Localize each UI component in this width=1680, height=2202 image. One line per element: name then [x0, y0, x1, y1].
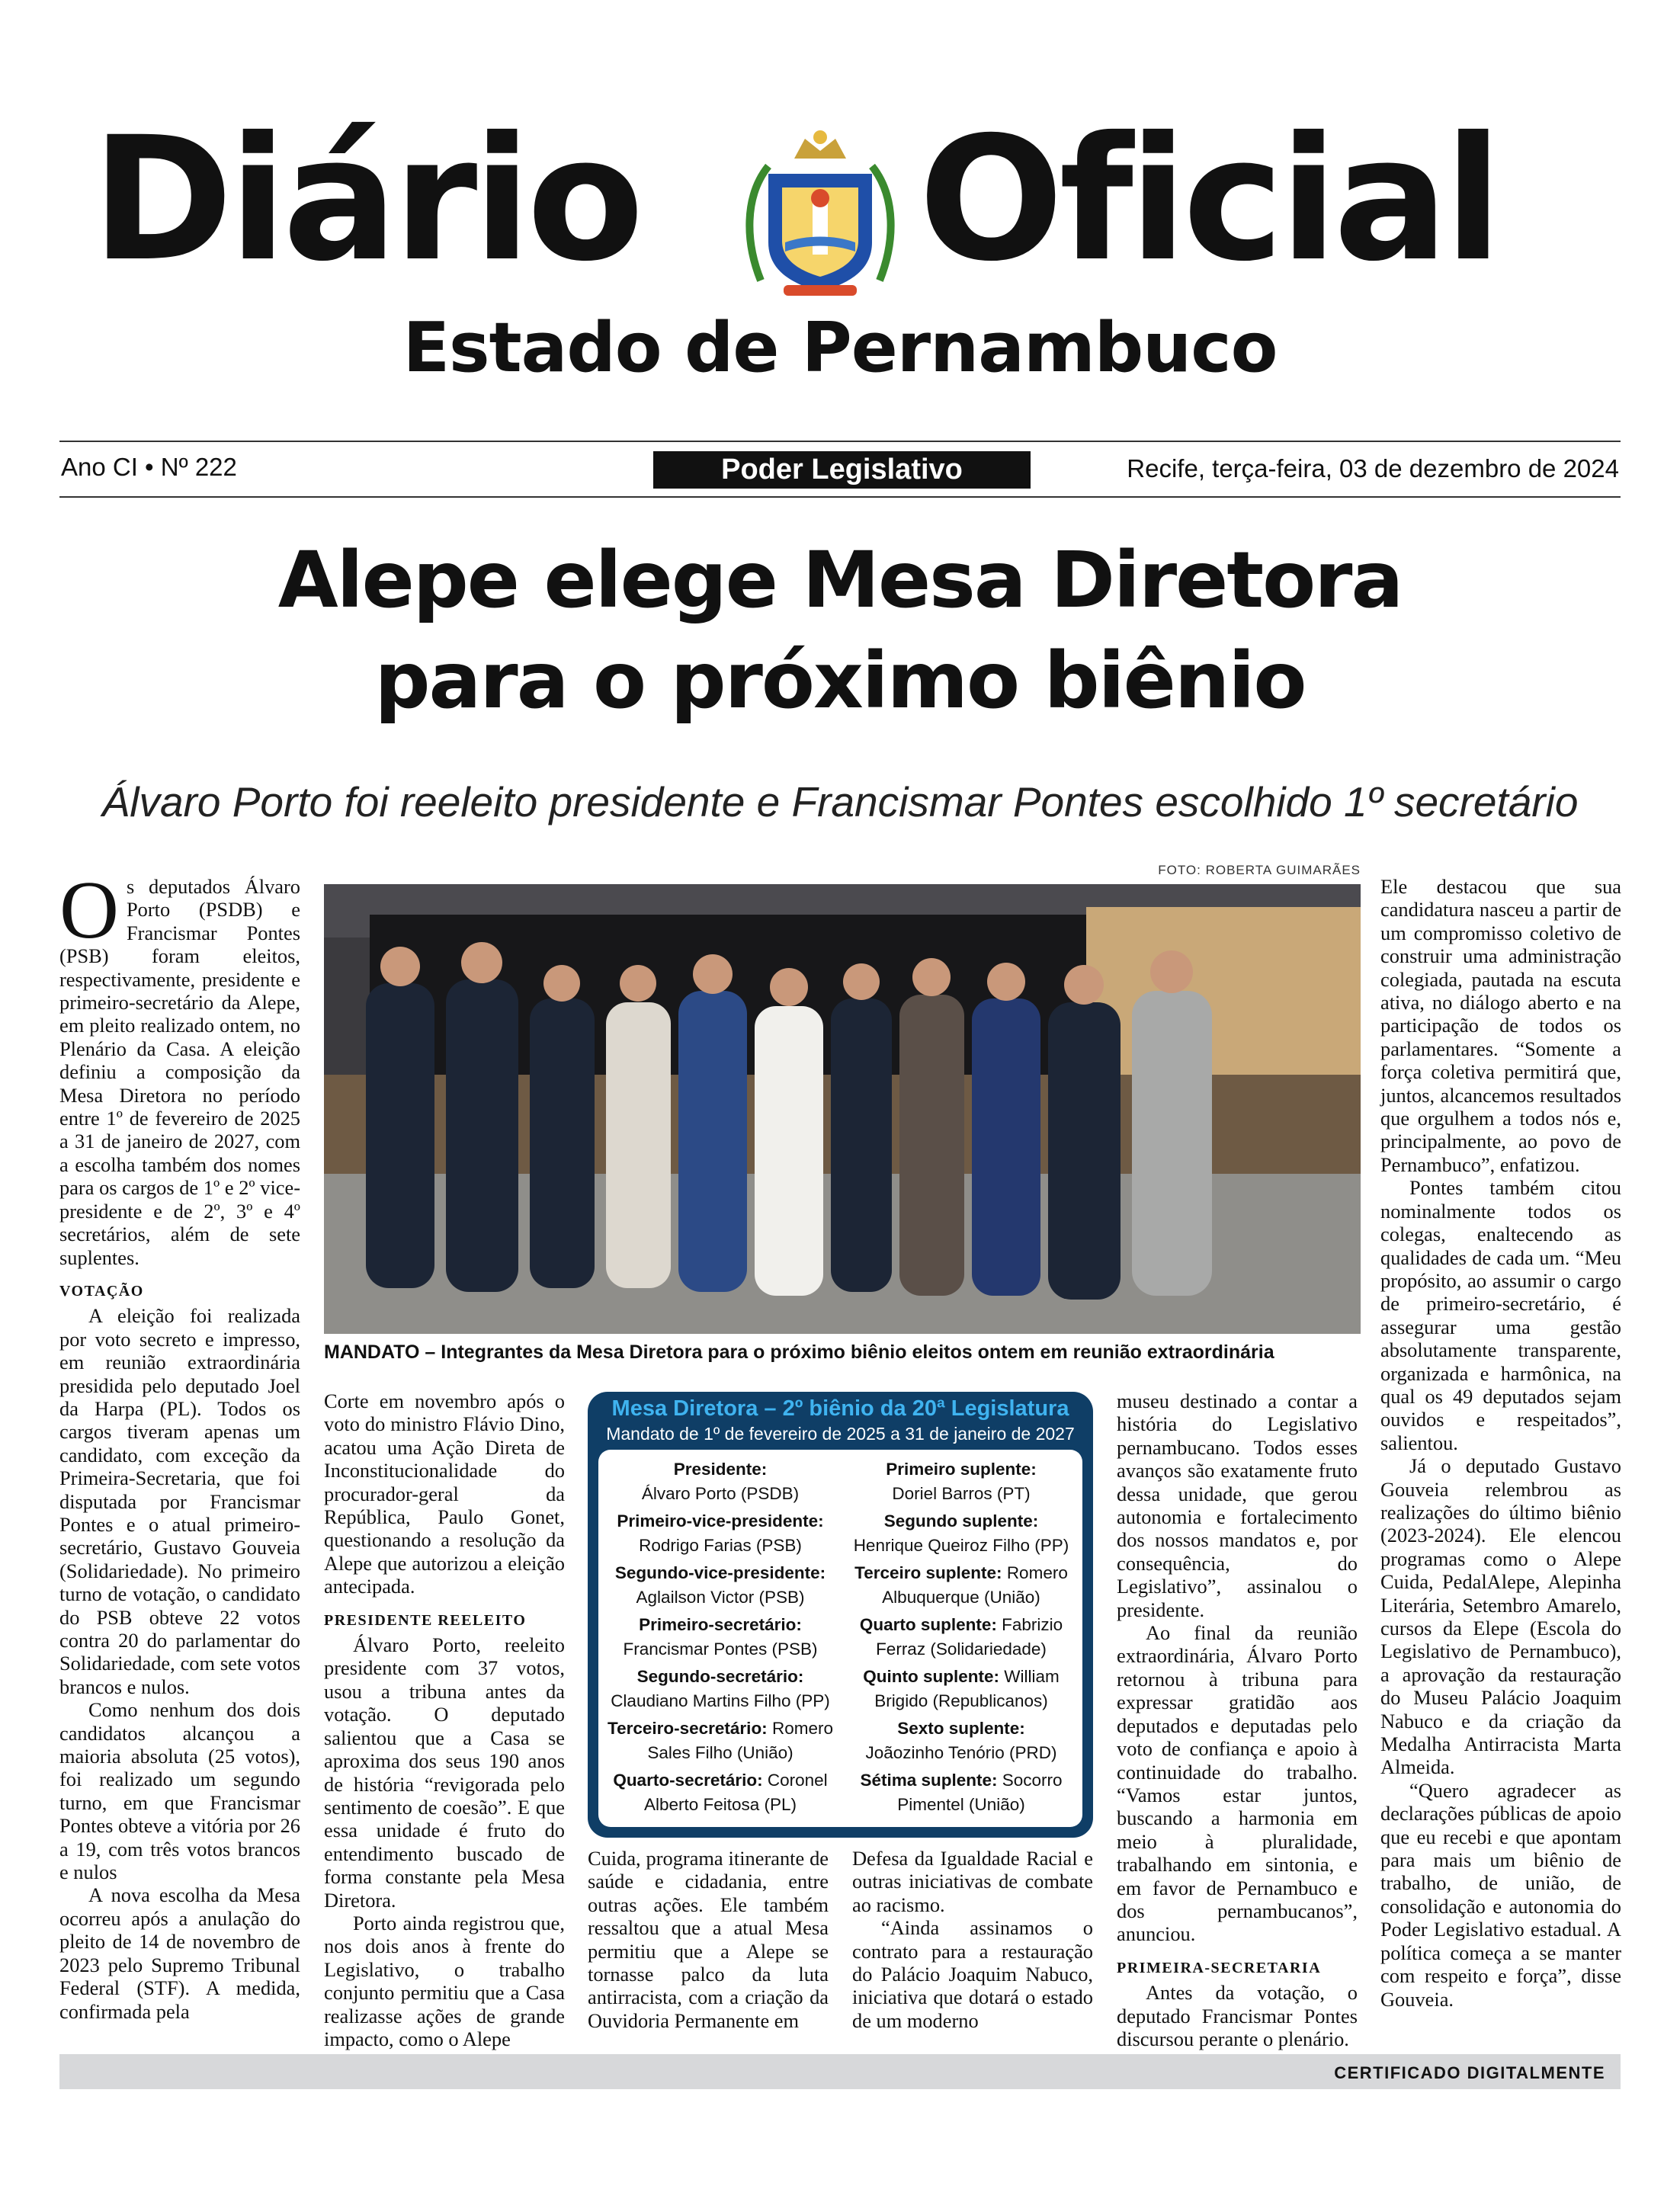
masthead-subtitle: Estado de Pernambuco: [402, 308, 1278, 388]
article-column-4: [852, 1847, 1093, 2032]
drop-cap: O: [59, 865, 119, 956]
paragraph: A nova escolha da Mesa ocorreu após a anulação do pleito de 14 de novembro de 2023 pelo Supremo Tribunal Federal (STF). A medida, confirmada pela: [59, 1883, 300, 2023]
masthead-title-left: Diário: [91, 100, 640, 299]
paragraph: “Ainda assinamos o contrato para a restauração do Palácio Joaquim Nabuco, iniciativa que dotará o estado de um moderno: [852, 1916, 1093, 2032]
paragraph: Como nenhum dos dois candidatos alcançou a maioria absoluta (25 votos), foi realizado um segundo turno, em que Francismar Pontes obteve a vitória por 26 a 19, com três votos brancos e nulos: [59, 1698, 300, 1884]
article-column-3: [588, 1847, 829, 2032]
paragraph: Álvaro Porto, reeleito presidente com 37 votos, usou a tribuna antes da votação. O deputado salientou que a Casa se aproxima dos seus 190 anos de história “revigorada pelo sentimento de coesão”. E que essa unidade é fruto do entendimento buscado de forma constante pela Mesa Diretora.: [324, 1633, 565, 1912]
article-column-2: [324, 1389, 565, 2050]
subheadline: Álvaro Porto foi reeleito presidente e Francismar Pontes escolhido 1º secretário: [101, 778, 1579, 825]
mesa-entry: Primeiro suplente: Doriel Barros (PT): [886, 1460, 1037, 1503]
mesa-left-column: [606, 1457, 835, 1820]
mesa-entry: Segundo suplente: Henrique Queiroz Filho (PP): [853, 1511, 1069, 1555]
footer-bar: [59, 2054, 1621, 2089]
article-column-5: [1117, 1389, 1358, 2050]
article-column-1: [59, 865, 300, 2023]
section-heading-presidente-reeleito: PRESIDENTE REELEITO: [324, 1611, 527, 1629]
photo-caption: MANDATO – Integrantes da Mesa Diretora para o próximo biênio eleitos ontem em reunião extraordinária: [324, 1341, 1274, 1363]
mesa-entry: Sétima suplente: Socorro Pimentel (União): [860, 1771, 1063, 1814]
paragraph: Ele destacou que sua candidatura nasceu a partir de um compromisso coletivo de construir uma administração colegiada, pautada na escuta ativa, no diálogo aberto e na participação de todos os parlamentares. “Somente a força coletiva permitirá que, juntos, alcancemos resultados que orgulhem a todos nós e, principalmente, ao povo de Pernambuco”, enfatizou.: [1380, 875, 1621, 1176]
mesa-diretora-box: [588, 1392, 1093, 1838]
paragraph: s deputados Álvaro Porto (PSDB) e Francismar Pontes (PSB) foram eleitos, respectivamente, presidente e primeiro-secretário da Alepe, em pleito realizado ontem, no Plenário da Casa. A eleição definiu a composição da Mesa Diretora no período entre 1º de fevereiro de 2025 a 31 de janeiro de 2027, com a escolha também dos nomes para os cargos de 1º e 2º vice-presidente e de 2º, 3º e 4º secretários, além de sete suplentes.: [59, 875, 300, 1269]
mesa-entry: Sexto suplente: Joãozinho Tenório (PRD): [865, 1719, 1057, 1762]
paragraph: Cuida, programa itinerante de saúde e cidadania, entre outras ações. Ele também ressaltou que a atual Mesa permitiu que a Alepe se tornasse palco da luta antirracista, com a criação da Ouvidoria Permanente em: [588, 1847, 829, 2032]
mesa-right-column: [847, 1457, 1076, 1820]
headline: [0, 530, 1680, 732]
paragraph: Corte em novembro após o voto do ministro Flávio Dino, acatou uma Ação Direta de Inconstitucionalidade do procurador-geral da República, Paulo Gonet, questionando a resolução da Alepe que autorizou a eleição antecipada.: [324, 1389, 565, 1598]
paragraph: Já o deputado Gustavo Gouveia relembrou as realizações do último biênio (2023-2024). Ele elencou programas como o Alepe Cuida, PedalAlepe, Alepinha Literária, Setembro Amarelo, cursos da Elepe (Escola do Legislativo de Pernambuco), a aprovação da restauração do Museu Palácio Joaquim Nabuco e da criação da Medalha Antirracista Marta Almeida.: [1380, 1454, 1621, 1779]
paragraph: Ao final da reunião extraordinária, Álvaro Porto retornou à tribuna para expressar gratidão aos deputados e deputadas pelo voto de confiança e apoio à continuidade do trabalho. “Vamos estar juntos, buscando a harmonia em meio à pluralidade, trabalhando em sintonia, e em favor de Pernambuco e dos pernambucanos”, anunciou.: [1117, 1621, 1358, 1946]
dateline: Recife, terça-feira, 03 de dezembro de 2024: [1127, 454, 1619, 482]
paragraph: “Quero agradecer as declarações públicas de apoio que eu recebi e que apontam para mais um biênio de trabalho, de união, de consolidação e autonomia do Poder Legislativo estadual. A política começa a se manter com respeito e força”, disse Gouveia.: [1380, 1778, 1621, 2011]
mesa-entry: Quarto-secretário: Coronel Alberto Feitosa (PL): [613, 1771, 828, 1814]
paragraph: museu destinado a contar a história do Legislativo pernambucano. Todos esses avanços são exatamente fruto dessa unidade, que gerou autonomia e fortalecimento dos nossos mandatos e, por consequência, do Legislativo”, assinalou o presidente.: [1117, 1389, 1358, 1621]
mesa-box-list: [598, 1450, 1082, 1827]
article-column-6: [1380, 875, 1621, 2011]
top-rule: [59, 441, 1621, 442]
mesa-entry: Segundo-secretário: Claudiano Martins Filho (PP): [611, 1667, 830, 1710]
mesa-entry: Quarto suplente: Fabrizio Ferraz (Solidariedade): [859, 1615, 1063, 1659]
mesa-entry: Quinto suplente: William Brigido (Republicanos): [863, 1667, 1060, 1710]
mesa-entry: Presidente: Álvaro Porto (PSDB): [641, 1460, 800, 1503]
section-heading-primeira-secretaria: PRIMEIRA-SECRETARIA: [1117, 1959, 1322, 1976]
mesa-box-subtitle: Mandato de 1º de fevereiro de 2025 a 31 de janeiro de 2027: [606, 1424, 1075, 1444]
section-heading-votacao: VOTAÇÃO: [59, 1282, 144, 1300]
paragraph: A eleição foi realizada por voto secreto e impresso, em reunião extraordinária presidida pelo deputado Joel da Harpa (PL). Todos os cargos tiveram apenas um candidato, com exceção da Primeira-Secretaria, que foi disputada por Francismar Pontes e o atual primeiro-secretário, Gustavo Gouveia (Solidariedade). No primeiro turno de votação, o candidato do PSB obteve 22 votos contra 20 do parlamentar do Solidariedade, com sete votos brancos e nulos.: [59, 1304, 300, 1698]
paragraph: Antes da votação, o deputado Francismar Pontes discursou perante o plenário.: [1117, 1981, 1358, 2050]
edition-number: Ano CI • Nº 222: [61, 453, 237, 481]
mesa-entry: Terceiro suplente: Romero Albuquerque (União): [854, 1563, 1068, 1607]
mesa-entry: Primeiro-vice-presidente: Rodrigo Farias (PSB): [617, 1511, 824, 1555]
paragraph: Pontes também citou nominalmente todos os colegas, enaltecendo as qualidades de cada um. “Meu propósito, ao assumir o cargo de primeiro-secretário, é assegurar uma gestão absolutamente transparente, organizada e harmônica, na qual os 49 deputados sejam ouvidos e respeitados”, salientou.: [1380, 1176, 1621, 1454]
photo-credit: FOTO: ROBERTA GUIMARÃES: [1158, 863, 1361, 877]
pernambuco-coat-of-arms-icon: [738, 128, 903, 303]
footer-certification: CERTIFICADO DIGITALMENTE: [1334, 2063, 1605, 2082]
mesa-entry: Terceiro-secretário: Romero Sales Filho (União): [608, 1719, 833, 1762]
group-photo: [324, 884, 1361, 1334]
paragraph: Defesa da Igualdade Racial e outras iniciativas de combate ao racismo.: [852, 1847, 1093, 1916]
headline-line-1: Alepe elege Mesa Diretora: [277, 535, 1403, 626]
mesa-box-title: Mesa Diretora – 2º biênio da 20ª Legislatura: [611, 1396, 1069, 1421]
mesa-entry: Segundo-vice-presidente: Aglailson Victor (PSB): [614, 1563, 826, 1607]
bottom-rule: [59, 496, 1621, 498]
headline-line-2: para o próximo biênio: [374, 636, 1306, 726]
section-label: Poder Legislativo: [653, 451, 1031, 489]
mesa-entry: Primeiro-secretário: Francismar Pontes (PSB): [623, 1615, 818, 1659]
paragraph: Porto ainda registrou que, nos dois anos à frente do Legislativo, o trabalho conjunto permitiu que a Casa realizasse ações de grande impacto, como o Alepe: [324, 1911, 565, 2050]
masthead-title-right: Oficial: [919, 100, 1499, 299]
